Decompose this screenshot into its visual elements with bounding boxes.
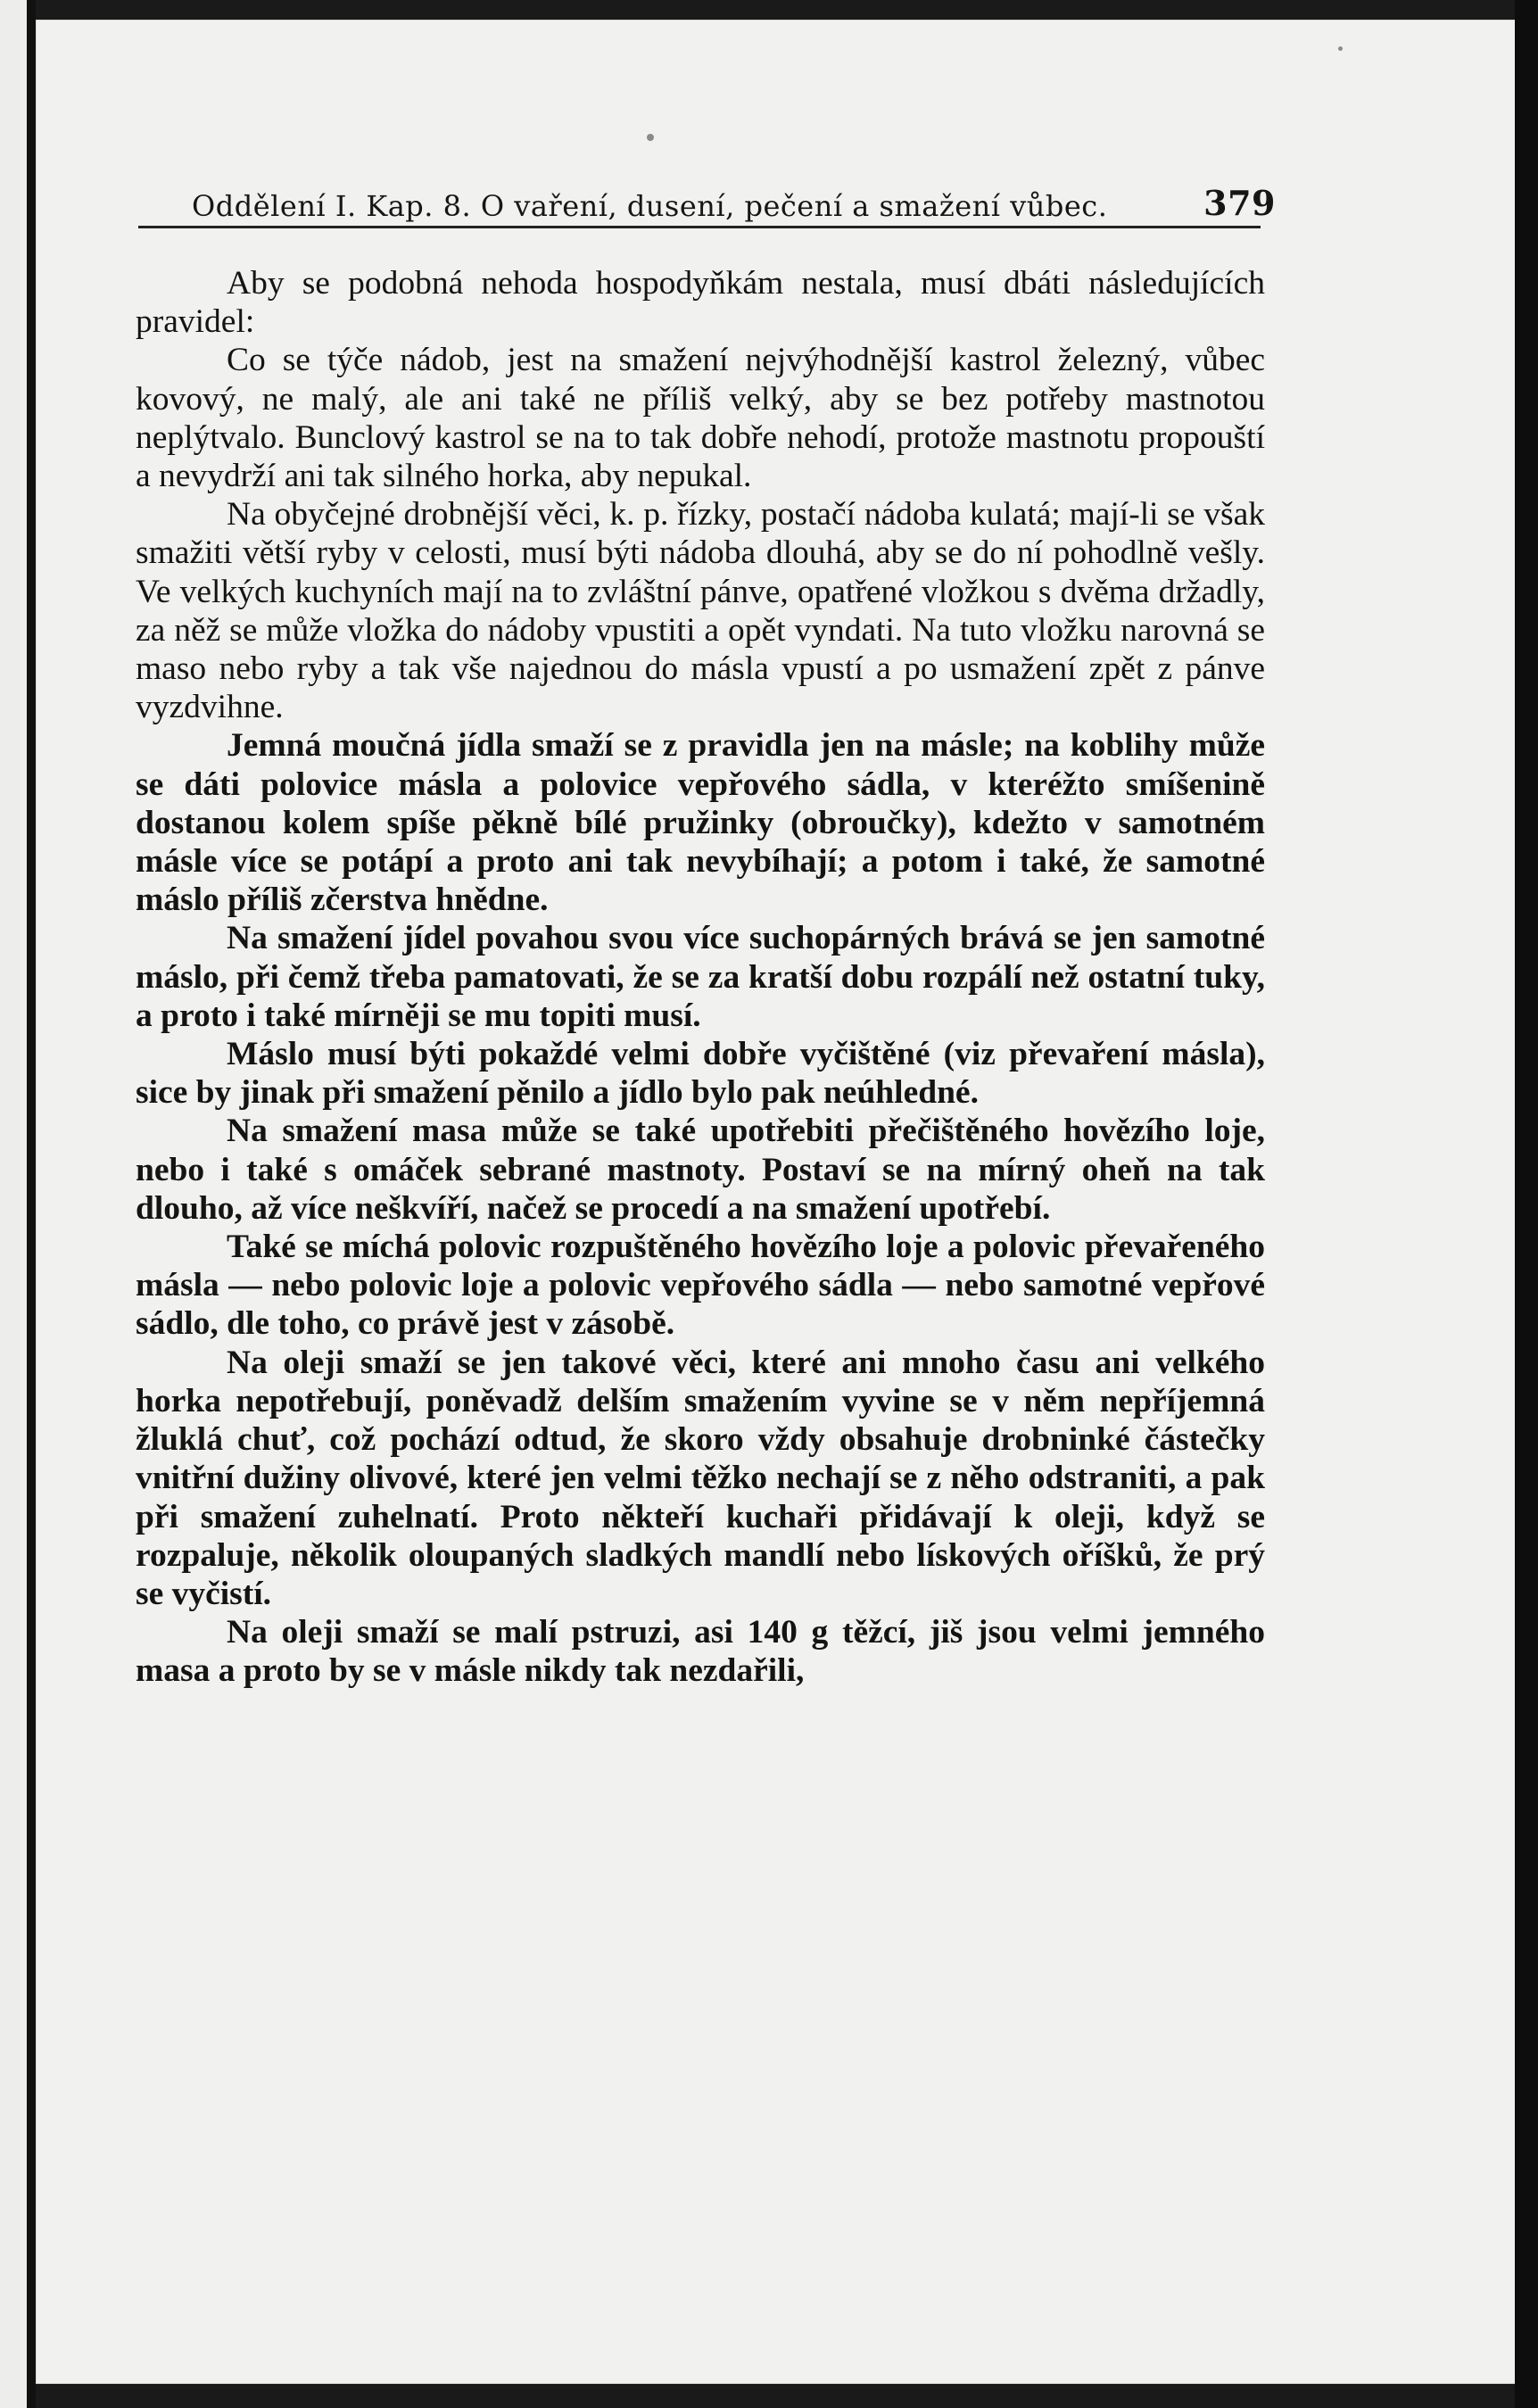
paragraph: Na obyčejné drobnější věci, k. p. řízky, postačí nádoba kulatá; mají-li se však smažiti větší ryby v celosti, musí býti nádoba dlouhá, aby se do ní pohodlně vešly. Ve velkých kuchyních mají na to zvláštní pánve, opatřené vložkou s dvěma držadly, za něž se může vložka do nádoby vpustiti a opět vyndati. Na tuto vložku narovná se maso nebo ryby a tak vše najednou do másla vpustí a po usmažení zpět z pánve vyzdvihne. (136, 496, 1265, 726)
scan-left-border (27, 0, 36, 2408)
page-number: 379 (1203, 183, 1276, 223)
paragraph: Na smažení masa může se také upotřebiti přečištěného hovězího loje, nebo i také s omáček sebrané mastnoty. Postaví se na mírný oheň na tak dlouho, až více neškvíří, načež se procedí a na smažení upotřebí. (136, 1113, 1265, 1227)
body-text (136, 264, 1265, 1691)
scan-right-border (1515, 0, 1538, 2408)
paragraph: Jemná moučná jídla smaží se z pravidla jen na másle; na koblihy může se dáti polovice másla a polovice vepřového sádla, v kteréžto smíšenině dostanou kolem spíše pěkně bílé pružinky (obroučky), kdežto v samotném másle více se potápí a proto ani tak nevybíhají; a potom i také, že samotné máslo příliš zčerstva hnědne. (136, 727, 1265, 919)
paragraph: Co se týče nádob, jest na smažení nejvýhodnější kastrol železný, vůbec kovový, ne malý, ale ani také ne příliš velký, aby se bez potřeby mastnotou neplýtvalo. Bunclový kastrol se na to tak dobře nehodí, protože mastnotu propouští a nevydrží ani tak silného horka, aby nepukal. (136, 342, 1265, 495)
paragraph: Aby se podobná nehoda hospodyňkám nestala, musí dbáti následujících pravidel: (136, 265, 1265, 341)
paragraph: Na oleji smaží se malí pstruzi, asi 140 g těžcí, jiš jsou velmi jemného masa a proto by se v másle nikdy tak nezdařili, (136, 1614, 1265, 1690)
scan-speck (1338, 46, 1343, 51)
header-rule (138, 226, 1261, 228)
paragraph: Také se míchá polovic rozpuštěného hovězího loje a polovic převařeného másla — nebo polovic loje a polovic vepřového sádla — nebo samotné vepřové sádlo, dle toho, co právě jest v zásobě. (136, 1229, 1265, 1343)
scan-speck (647, 134, 654, 141)
running-title: Oddělení I. Kap. 8. O vaření, dusení, pečení a smažení vůbec. (192, 189, 1108, 223)
paragraph: Máslo musí býti pokaždé velmi dobře vyčištěné (viz převaření másla), sice by jinak při smažení pěnilo a jídlo bylo pak neúhledné. (136, 1036, 1265, 1112)
running-header (192, 170, 1276, 223)
paragraph: Na oleji smaží se jen takové věci, které ani mnoho času ani velkého horka nepotřebují, poněvadž delším smažením vyvine se v něm nepříjemná žluklá chuť, což pochází odtud, že skoro vždy obsahuje drobninké částečky vnitřní dužiny olivové, které jen velmi těžko nechají se z něho odstraniti, a pak při smažení zuhelnatí. Proto někteří kuchaři přidávají k oleji, když se rozpaluje, několik oloupaných sladkých mandlí nebo lískových oříšků, že prý se vyčistí. (136, 1344, 1265, 1612)
paragraph: Na smažení jídel povahou svou více suchopárných brává se jen samotné máslo, při čemž třeba pamatovati, že se za kratší dobu rozpálí než ostatní tuky, a proto i také mírněji se mu topiti musí. (136, 920, 1265, 1034)
